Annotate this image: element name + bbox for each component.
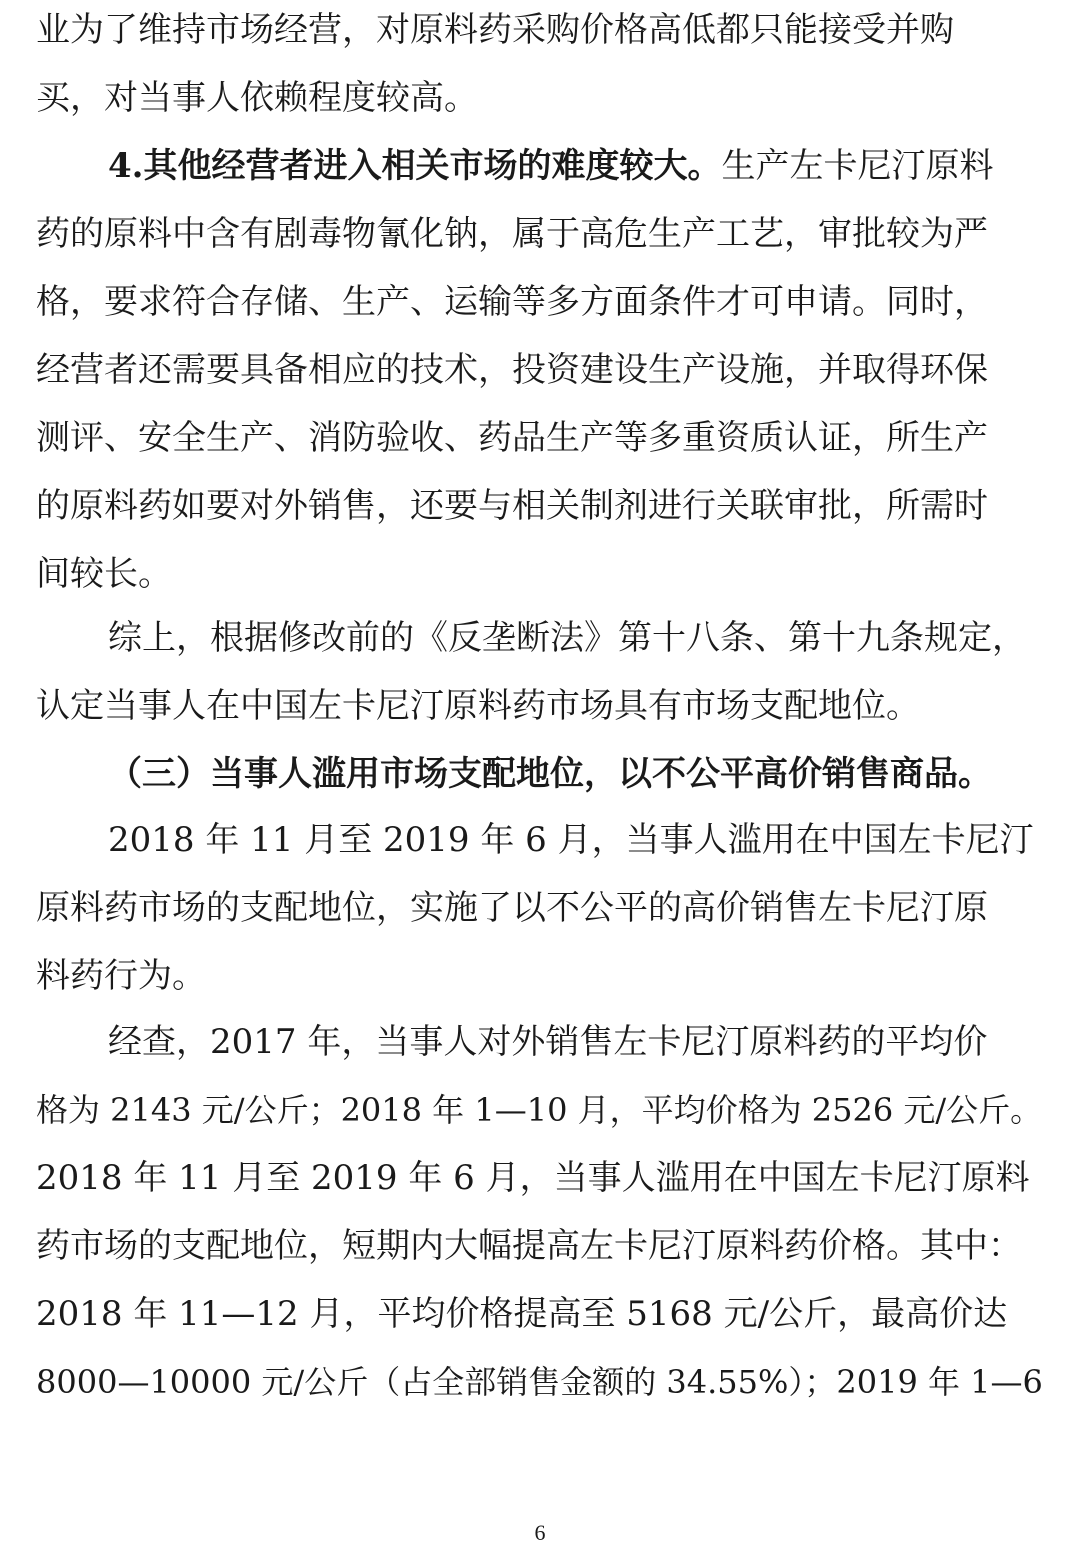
body-line: 2018 年 11 月至 2019 年 6 月，当事人滥用在中国左卡尼汀	[108, 820, 1034, 860]
body-line: 的原料药如要对外销售，还要与相关制剂进行关联审批，所需时	[36, 486, 988, 526]
body-line: 8000—10000 元/公斤（占全部销售金额的 34.55%）；2019 年 1—6	[36, 1363, 1043, 1401]
body-line: 料药行为。	[36, 956, 206, 996]
body-line: 经营者还需要具备相应的技术，投资建设生产设施，并取得环保	[36, 350, 988, 390]
body-line: 药的原料中含有剧毒物氰化钠，属于高危生产工艺，审批较为严	[36, 214, 988, 254]
body-line: 2018 年 11—12 月，平均价格提高至 5168 元/公斤，最高价达	[36, 1294, 1008, 1334]
body-line: 间较长。	[36, 554, 172, 594]
body-line: 综上，根据修改前的《反垄断法》第十八条、第十九条规定，	[108, 618, 1026, 658]
body-line: 买，对当事人依赖程度较高。	[36, 78, 478, 118]
body-line: 业为了维持市场经营，对原料药采购价格高低都只能接受并购	[36, 10, 954, 50]
body-line: 格为 2143 元/公斤；2018 年 1—10 月，平均价格为 2526 元/公斤。	[36, 1091, 1043, 1129]
page-number: 6	[534, 1520, 546, 1545]
body-line: 测评、安全生产、消防验收、药品生产等多重资质认证，所生产	[36, 418, 988, 458]
body-line: 原料药市场的支配地位，实施了以不公平的高价销售左卡尼汀原	[36, 888, 988, 928]
body-line: 药市场的支配地位，短期内大幅提高左卡尼汀原料药价格。其中：	[36, 1226, 1022, 1266]
section-heading: 4.其他经营者进入相关市场的难度较大。	[108, 146, 722, 186]
section-heading: （三）当事人滥用市场支配地位，以不公平高价销售商品。	[108, 754, 992, 794]
body-text: 生产左卡尼汀原料	[721, 146, 994, 186]
body-line: 认定当事人在中国左卡尼汀原料药市场具有市场支配地位。	[36, 686, 920, 726]
body-line: 经查，2017 年，当事人对外销售左卡尼汀原料药的平均价	[108, 1022, 988, 1062]
body-line	[108, 146, 994, 186]
body-line: 2018 年 11 月至 2019 年 6 月，当事人滥用在中国左卡尼汀原料	[36, 1158, 1030, 1198]
body-line: 格，要求符合存储、生产、运输等多方面条件才可申请。同时，	[36, 282, 988, 322]
